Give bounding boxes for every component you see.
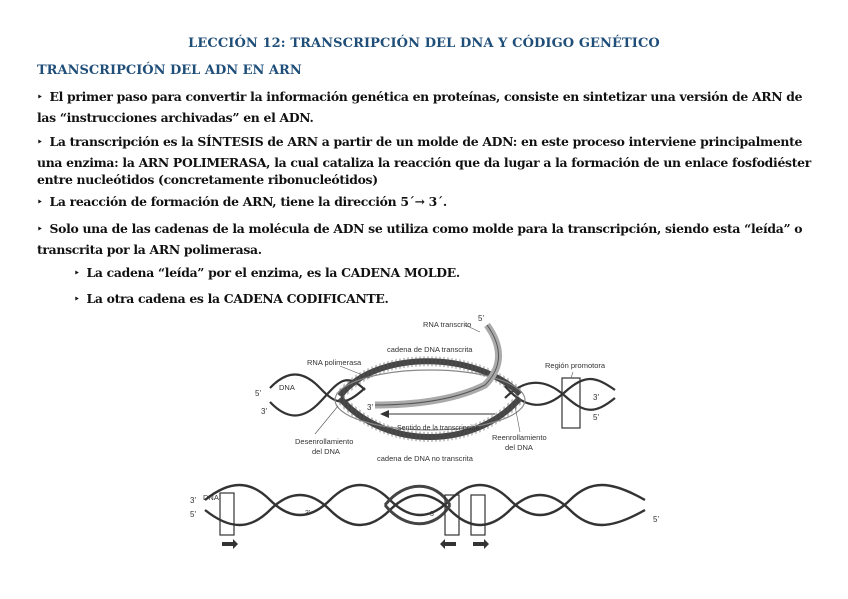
label-3prime-bottom-left: 3'	[190, 496, 196, 505]
label-cadena-transcrita: cadena de DNA transcrita	[387, 345, 473, 354]
sub-bullet-2	[74, 290, 814, 311]
bullet-text: El primer paso para convertir la información genética en proteínas, consiste en sintetizar una versión de ARN de las “instrucciones archivadas” en el ADN.	[37, 89, 803, 125]
bullet-paragraph-3	[37, 193, 817, 214]
label-5prime-left: 5'	[255, 389, 261, 398]
label-5prime-right: 5'	[593, 413, 599, 422]
label-rna-polimerasa: RNA polimerasa	[307, 358, 362, 367]
label-cadena-no-transcrita: cadena de DNA no transcrita	[377, 454, 473, 463]
label-desenrollamiento-1: Desenrollamiento	[295, 437, 354, 446]
label-3prime-mid2: 3'	[430, 511, 436, 518]
transcription-figure	[175, 310, 675, 565]
helix-overview-diagram	[190, 485, 659, 549]
bullet-paragraph-2	[37, 133, 817, 189]
bullet-text: La transcripción es la SÍNTESIS de ARN a partir de un molde de ADN: en este proceso interviene principalmente una enzima: la ARN POLIMERASA, la cual cataliza la reacción que da lugar a la formación de un enlace fosfodiéster entre nucleótidos (concretamente ribonucleótidos)	[37, 134, 811, 187]
bullet-paragraph-1	[37, 88, 817, 126]
bullet-marker-icon: ‣	[37, 138, 43, 148]
bullet-text: La otra cadena es la CADENA CODIFICANTE.	[86, 291, 389, 306]
sub-bullet-1	[74, 264, 814, 285]
label-dna: DNA	[279, 383, 295, 392]
label-desenrollamiento-2: del DNA	[312, 447, 340, 456]
label-3prime-right: 3'	[593, 393, 599, 402]
bullet-marker-icon: ‣	[74, 295, 80, 305]
section-heading: TRANSCRIPCIÓN DEL ADN EN ARN	[37, 63, 302, 78]
bullet-paragraph-4	[37, 220, 817, 258]
label-3prime-left: 3'	[261, 407, 267, 416]
bullet-text: La reacción de formación de ARN, tiene la dirección 5´→ 3´.	[49, 194, 447, 209]
bullet-marker-icon: ‣	[37, 93, 43, 103]
label-5prime-bottom-right: 5'	[653, 515, 659, 524]
label-rna-transcrito: RNA transcrito	[423, 320, 472, 329]
bullet-text: Solo una de las cadenas de la molécula de ADN se utiliza como molde para la transcripción, siendo esta “leída” o transcrita por la ARN polimerasa.	[37, 221, 803, 257]
label-reenrollamiento-2: del DNA	[505, 443, 533, 452]
bullet-text: La cadena “leída” por el enzima, es la CADENA MOLDE.	[86, 265, 460, 280]
bullet-marker-icon: ‣	[37, 225, 43, 235]
label-5prime-bottom-left: 5'	[190, 510, 196, 519]
bullet-marker-icon: ‣	[74, 269, 80, 279]
label-5prime: 5'	[478, 314, 484, 323]
label-region-promotora: Región promotora	[545, 361, 606, 370]
bullet-marker-icon: ‣	[37, 198, 43, 208]
label-3prime-mid: 3'	[305, 510, 311, 517]
label-dna-bottom: DNA	[203, 493, 219, 502]
lesson-title: LECCIÓN 12: TRANSCRIPCIÓN DEL DNA Y CÓDIGO GENÉTICO	[188, 36, 660, 51]
label-3prime-inner: 3'	[367, 403, 373, 412]
label-reenrollamiento-1: Reenrollamiento	[492, 433, 547, 442]
transcription-bubble-diagram	[255, 314, 615, 463]
label-sentido: Sentido de la transcripción	[397, 425, 480, 432]
